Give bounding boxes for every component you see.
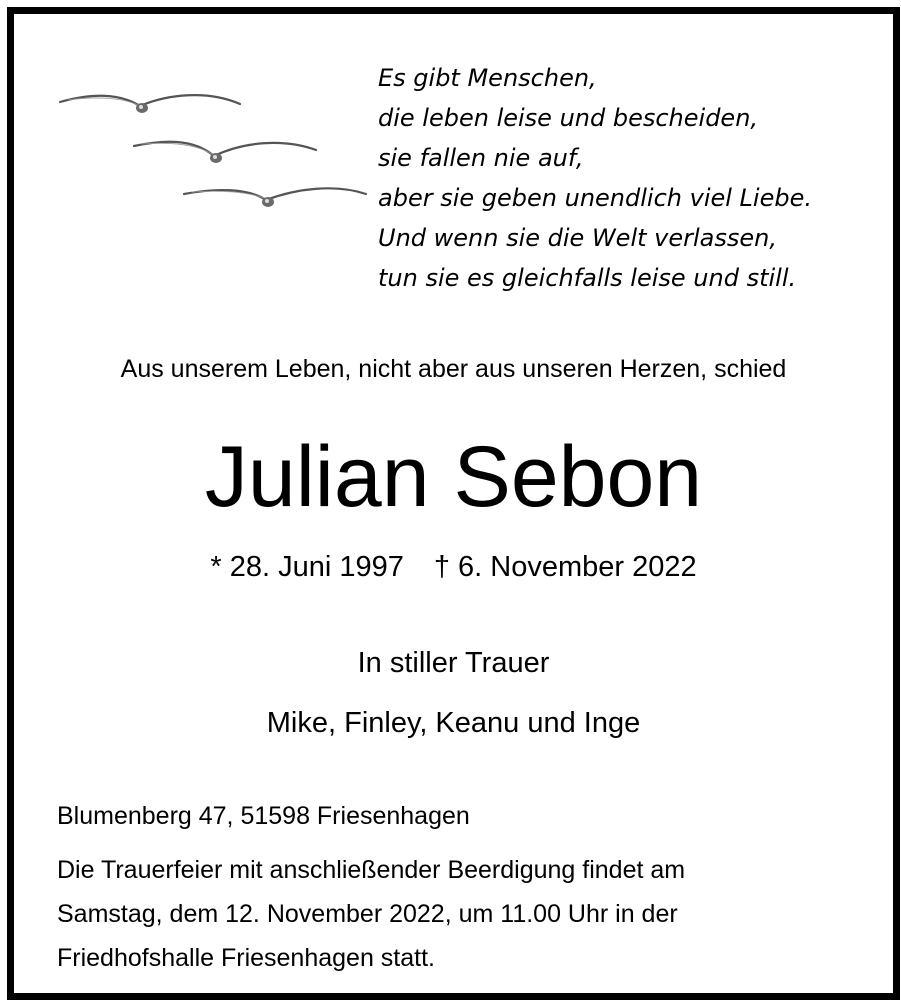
- service-line: Friedhofshalle Friesenhagen statt.: [57, 944, 435, 972]
- service-info: [57, 848, 867, 980]
- family-names: Mike, Finley, Keanu und Inge: [266, 707, 641, 739]
- flying-birds-icon: [58, 76, 370, 216]
- intro-text: Aus unserem Leben, nicht aber aus unseren Herzen, schied: [120, 355, 787, 383]
- poem-line: die leben leise und bescheiden,: [378, 104, 759, 132]
- life-dates: [14, 547, 893, 587]
- service-line: Samstag, dem 12. November 2022, um 11.00 Uhr in der: [57, 900, 678, 928]
- death-date: † 6. November 2022: [433, 551, 697, 583]
- deceased-name: Julian Sebon: [204, 429, 703, 525]
- mourning-phrase: In stiller Trauer: [357, 647, 550, 679]
- poem-line: Und wenn sie die Welt verlassen,: [378, 224, 777, 252]
- poem-line: aber sie geben unendlich viel Liebe.: [378, 184, 812, 212]
- poem-line: Es gibt Menschen,: [378, 64, 597, 92]
- service-line: Die Trauerfeier mit anschließender Beerdigung findet am: [57, 856, 686, 884]
- address: Blumenberg 47, 51598 Friesenhagen: [57, 802, 470, 830]
- birth-date: * 28. Juni 1997: [210, 551, 404, 583]
- poem-line: sie fallen nie auf,: [378, 144, 584, 172]
- obituary-notice: [7, 7, 900, 1000]
- poem: [378, 58, 878, 298]
- poem-line: tun sie es gleichfalls leise und still.: [378, 264, 797, 292]
